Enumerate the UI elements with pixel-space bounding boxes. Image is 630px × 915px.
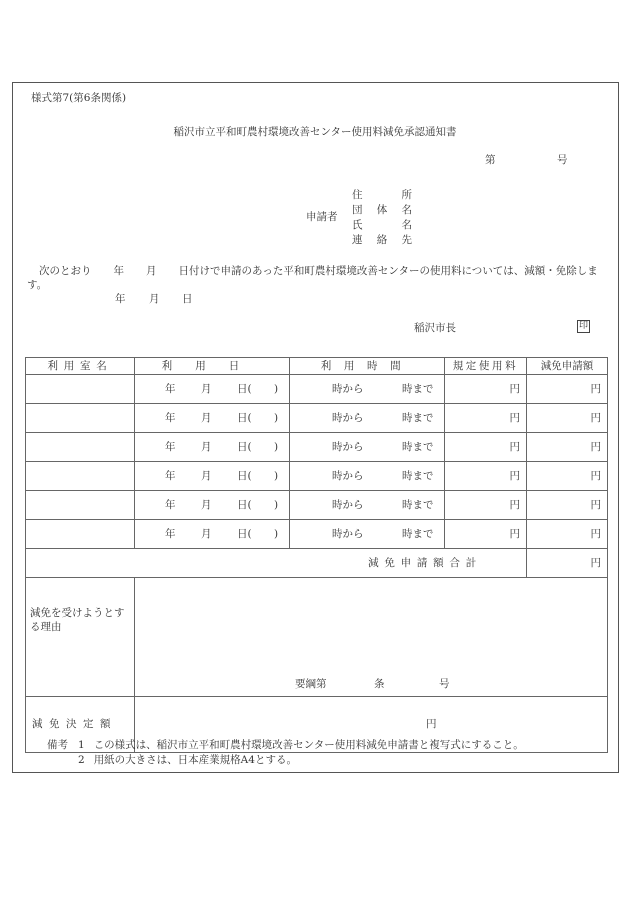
room-name-cell[interactable]	[26, 520, 135, 549]
body-month: 月	[146, 265, 157, 277]
table-row	[26, 433, 608, 462]
note-number: 1	[78, 739, 85, 751]
time-from: 時から	[332, 527, 364, 540]
date-day: 日(	[237, 527, 252, 540]
applicant-label: 申請者	[306, 211, 338, 223]
body-year: 年	[113, 265, 124, 277]
reduction-amount-cell[interactable]: 円	[527, 520, 608, 549]
time-to: 時まで	[402, 469, 434, 482]
reduction-amount-cell[interactable]: 円	[527, 404, 608, 433]
applicant-group-char: 体	[376, 204, 388, 216]
note-text: 用紙の大きさは、日本産業規格A4とする。	[93, 754, 297, 766]
date-month: 月	[201, 498, 212, 511]
date-year: 年	[165, 498, 176, 511]
time-to: 時まで	[402, 382, 434, 395]
date-day: 日(	[237, 440, 252, 453]
total-label: 減免申請額合計	[26, 549, 527, 578]
applicant-name-char: 氏	[352, 219, 363, 231]
usage-date-cell[interactable]	[135, 491, 290, 520]
date-month: 月	[201, 382, 212, 395]
reason-ref-prefix: 要綱第	[295, 677, 327, 690]
time-to: 時まで	[402, 440, 434, 453]
usage-time-cell[interactable]	[290, 520, 445, 549]
time-to: 時まで	[402, 411, 434, 424]
note-item	[47, 738, 524, 753]
body-part2: 日付けで申請のあった平和町農村環境改善センターの使用料については、減額・免除します。	[27, 265, 598, 291]
date-dow-close: )	[274, 527, 279, 540]
table-row	[26, 462, 608, 491]
date-day: 日(	[237, 382, 252, 395]
usage-table	[25, 357, 608, 753]
reason-row	[26, 578, 608, 697]
notes-label: 備考	[47, 739, 68, 751]
note-text: この様式は、稲沢市立平和町農村環境改善センター使用料減免申請書と複写式にすること。	[93, 739, 524, 751]
usage-date-cell[interactable]	[135, 462, 290, 491]
reduction-amount-cell[interactable]: 円	[527, 433, 608, 462]
applicant-group-name	[352, 205, 412, 216]
standard-fee-cell[interactable]: 円	[445, 375, 527, 404]
standard-fee-cell[interactable]: 円	[445, 520, 527, 549]
notice-date-year: 年	[115, 293, 126, 305]
time-from: 時から	[332, 498, 364, 511]
notice-date-day: 日	[182, 293, 193, 305]
reason-ref-article: 条	[374, 677, 385, 690]
applicant-address-char: 所	[401, 189, 412, 201]
usage-date-cell[interactable]	[135, 404, 290, 433]
time-from: 時から	[332, 469, 364, 482]
reduction-amount-cell[interactable]: 円	[527, 462, 608, 491]
reduction-amount-cell[interactable]: 円	[527, 375, 608, 404]
body-part1: 次のとおり	[39, 265, 92, 277]
time-to: 時まで	[402, 527, 434, 540]
notice-body	[27, 264, 612, 292]
table-row	[26, 375, 608, 404]
applicant-name-char: 名	[401, 219, 412, 231]
usage-date-cell[interactable]	[135, 520, 290, 549]
applicant-group-char: 名	[401, 204, 412, 216]
usage-date-cell[interactable]	[135, 433, 290, 462]
applicant-name	[352, 220, 412, 231]
date-year: 年	[165, 411, 176, 424]
date-year: 年	[165, 382, 176, 395]
date-year: 年	[165, 440, 176, 453]
room-name-cell[interactable]	[26, 462, 135, 491]
time-from: 時から	[332, 382, 364, 395]
applicant-address	[352, 190, 412, 201]
applicant-contact-char: 先	[401, 234, 412, 246]
issue-number-suffix: 号	[557, 154, 568, 166]
applicant-contact	[352, 235, 412, 246]
note-item	[47, 753, 524, 768]
table-row	[26, 520, 608, 549]
time-from: 時から	[332, 411, 364, 424]
date-dow-close: )	[274, 411, 279, 424]
header-reduction-amount: 減免申請額	[527, 358, 608, 375]
applicant-contact-char: 連	[352, 234, 363, 246]
issuer-name: 稲沢市長	[414, 322, 456, 334]
usage-time-cell[interactable]	[290, 404, 445, 433]
decision-label: 減免決定額	[26, 697, 135, 753]
date-year: 年	[165, 527, 176, 540]
room-name-cell[interactable]	[26, 404, 135, 433]
standard-fee-cell[interactable]: 円	[445, 433, 527, 462]
room-name-cell[interactable]	[26, 433, 135, 462]
date-day: 日(	[237, 498, 252, 511]
header-usage-date: 利用日	[135, 358, 290, 375]
reason-ref-item: 号	[439, 677, 450, 690]
note-number: 2	[78, 754, 85, 766]
header-standard-fee: 規定使用料	[445, 358, 527, 375]
total-amount-cell[interactable]: 円	[527, 549, 608, 578]
usage-time-cell[interactable]	[290, 375, 445, 404]
date-day: 日(	[237, 469, 252, 482]
usage-date-cell[interactable]	[135, 375, 290, 404]
reason-label: 減免を受けようとする理由	[26, 578, 135, 697]
document-title: 稲沢市立平和町農村環境改善センター使用料減免承認通知書	[173, 126, 457, 138]
seal-mark: 印	[578, 321, 588, 331]
reduction-amount-cell[interactable]: 円	[527, 491, 608, 520]
standard-fee-cell[interactable]: 円	[445, 404, 527, 433]
standard-fee-cell[interactable]: 円	[445, 491, 527, 520]
date-month: 月	[201, 440, 212, 453]
date-dow-close: )	[274, 382, 279, 395]
standard-fee-cell[interactable]: 円	[445, 462, 527, 491]
room-name-cell[interactable]	[26, 491, 135, 520]
applicant-contact-char: 絡	[376, 234, 388, 246]
decision-amount-cell[interactable]: 円	[135, 697, 608, 753]
form-number: 様式第7(第6条関係)	[31, 92, 127, 104]
notice-date-month: 月	[149, 293, 160, 305]
usage-time-cell[interactable]	[290, 491, 445, 520]
table-row	[26, 404, 608, 433]
room-name-cell[interactable]	[26, 375, 135, 404]
date-month: 月	[201, 527, 212, 540]
date-dow-close: )	[274, 498, 279, 511]
usage-time-cell[interactable]	[290, 433, 445, 462]
usage-time-cell[interactable]	[290, 462, 445, 491]
applicant-address-char: 住	[352, 189, 363, 201]
reason-cell[interactable]	[135, 578, 608, 697]
date-month: 月	[201, 469, 212, 482]
date-month: 月	[201, 411, 212, 424]
header-room-name: 利用室名	[26, 358, 135, 375]
notes	[47, 738, 524, 768]
issue-number-prefix: 第	[485, 154, 496, 166]
table-row	[26, 491, 608, 520]
date-dow-close: )	[274, 469, 279, 482]
total-row	[26, 549, 608, 578]
applicant-group-char: 団	[352, 204, 363, 216]
date-year: 年	[165, 469, 176, 482]
date-day: 日(	[237, 411, 252, 424]
table-header-row	[26, 358, 608, 375]
time-from: 時から	[332, 440, 364, 453]
header-usage-time: 利用時間	[290, 358, 445, 375]
time-to: 時まで	[402, 498, 434, 511]
date-dow-close: )	[274, 440, 279, 453]
